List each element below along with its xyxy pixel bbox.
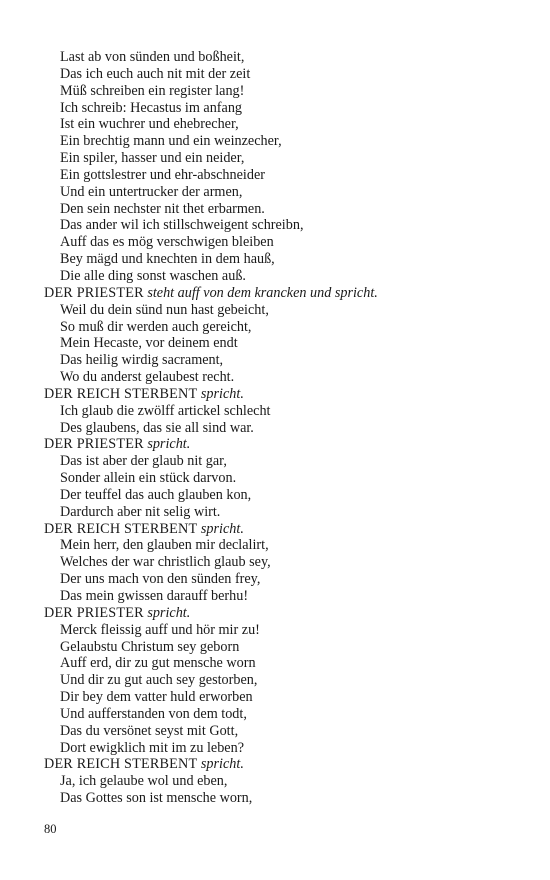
verse-line: Und dir zu gut auch sey gestorben, — [60, 672, 258, 689]
verse-line: Dir bey dem vatter huld erworben — [60, 689, 253, 706]
speaker-heading — [44, 386, 524, 403]
verse-line: Das ich euch auch nit mit der zeit — [60, 65, 251, 82]
verse-line: Die alle ding sonst waschen auß. — [60, 267, 246, 284]
verse-line: Mein herr, den glauben mir declalirt, — [60, 537, 269, 554]
stage-direction: spricht. — [200, 385, 244, 402]
verse-line: Ich glaub die zwölff artickel schlecht — [60, 402, 271, 419]
verse-line: Gelaubstu Christum sey geborn — [60, 638, 240, 655]
verse-line: Den sein nechster nit thet erbarmen. — [60, 200, 265, 217]
verse-line: Müß schreiben ein register lang! — [60, 82, 245, 99]
verse-line: Last ab von sünden und boßheit, — [60, 49, 245, 65]
verse-line: Das heilig wirdig sacrament, — [60, 352, 224, 369]
verse-line: Das ist aber der glaub nit gar, — [60, 453, 227, 470]
speaker-name: DER PRIESTER — [44, 604, 144, 621]
verse-line: Dardurch aber nit selig wirt. — [60, 503, 221, 520]
stage-direction: spricht. — [200, 756, 244, 773]
verse-line: Wo du anderst gelaubest recht. — [60, 369, 235, 386]
verse-line: So muß dir werden auch gereicht, — [60, 318, 252, 335]
verse-line: Auff erd, dir zu gut mensche worn — [60, 655, 256, 672]
verse-line: Und aufferstanden von dem todt, — [60, 705, 247, 722]
speaker-name: DER PRIESTER — [44, 284, 144, 301]
verse-line: Das mein gwissen darauff berhu! — [60, 588, 249, 604]
speaker-name: DER PRIESTER — [44, 436, 144, 453]
speaker-name: DER REICH STERBENT — [44, 756, 198, 773]
stage-direction: steht auff von dem krancken und spricht. — [147, 284, 378, 301]
speaker-heading — [44, 605, 524, 622]
verse-line: Der teuffel das auch glauben kon, — [60, 486, 252, 503]
play-text — [44, 49, 524, 807]
verse-line: Weil du dein sünd nun hast gebeicht, — [60, 301, 269, 318]
verse-line: Merck fleissig auff und hör mir zu! — [60, 621, 260, 638]
verse-line: Und ein untertrucker der armen, — [60, 183, 243, 200]
speaker-heading — [44, 285, 524, 302]
verse-line: Ein brechtig mann und ein weinzecher, — [60, 133, 282, 150]
verse-line: Ein gottslestrer und ehr-abschneider — [60, 166, 265, 183]
verse-line: Sonder allein ein stück darvon. — [60, 470, 237, 487]
verse-line: Der uns mach von den sünden frey, — [60, 571, 261, 588]
verse-line: Ein spiler, hasser und ein neider, — [60, 150, 245, 167]
verse-line: Ich schreib: Hecastus im anfang — [60, 99, 243, 116]
verse-line: Das ander wil ich stillschweigent schreibn, — [60, 217, 304, 234]
verse-line: Mein Hecaste, vor deinem endt — [60, 335, 238, 352]
verse-line: Ist ein wuchrer und ehebrecher, — [60, 116, 239, 133]
speaker-heading — [44, 756, 524, 773]
speaker-name: DER REICH STERBENT — [44, 520, 198, 537]
verse-line: Des glaubens, das sie all sind war. — [60, 419, 254, 436]
speaker-name: DER REICH STERBENT — [44, 385, 198, 402]
verse-line: Ja, ich gelaube wol und eben, — [60, 773, 228, 790]
stage-direction: spricht. — [147, 436, 191, 453]
verse-line: Dort ewigklich mit im zu leben? — [60, 739, 244, 756]
speaker-heading — [44, 521, 524, 538]
speaker-heading — [44, 436, 524, 453]
stage-direction: spricht. — [147, 604, 191, 621]
verse-line: Das Gottes son ist mensche worn, — [60, 790, 253, 807]
verse-line: Welches der war christlich glaub sey, — [60, 554, 271, 571]
stage-direction: spricht. — [200, 520, 244, 537]
verse-line: Das du versönet seyst mit Gott, — [60, 722, 239, 739]
verse-line: Auff das es mög verschwigen bleiben — [60, 234, 274, 251]
page-number: 80 — [44, 822, 57, 836]
verse-line: Bey mägd und knechten in dem hauß, — [60, 251, 275, 268]
